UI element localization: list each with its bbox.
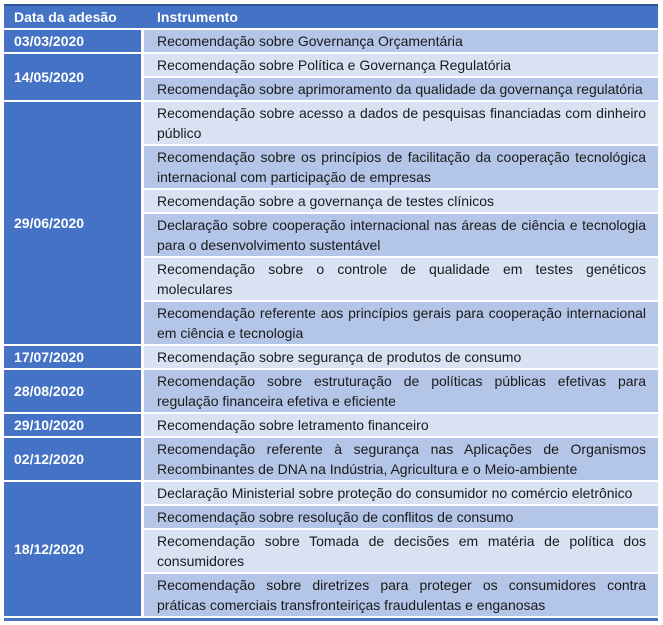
instrument-rows — [144, 438, 658, 480]
instrument-rows — [144, 482, 658, 616]
instrument-row: Declaração Ministerial sobre proteção do consumidor no comércio eletrônico — [144, 482, 658, 504]
date-group — [4, 30, 658, 52]
header-date-column: Data da adesão — [14, 9, 117, 25]
date-cell: 18/12/2020 — [4, 482, 141, 616]
date-cell: 29/10/2020 — [4, 414, 141, 436]
date-group — [4, 438, 658, 480]
instrument-rows — [144, 414, 658, 436]
instrument-row: Recomendação sobre acesso a dados de pesquisas financiadas com dinheiro público — [144, 102, 658, 144]
instrument-row: Recomendação sobre estruturação de políticas públicas efetivas para regulação financeira efetiva e eficiente — [144, 370, 658, 412]
date-group — [4, 102, 658, 344]
date-cell: 03/03/2020 — [4, 30, 141, 52]
table-bottom-border — [4, 618, 658, 621]
date-group — [4, 482, 658, 616]
instrument-rows — [144, 30, 658, 52]
instrument-row: Recomendação sobre a governança de testes clínicos — [144, 190, 658, 212]
instrument-row: Recomendação sobre Política e Governança Regulatória — [144, 54, 658, 76]
date-group — [4, 414, 658, 436]
instrument-row: Recomendação sobre letramento financeiro — [144, 414, 658, 436]
date-group — [4, 346, 658, 368]
table-header-row — [4, 4, 658, 28]
instrument-rows — [144, 370, 658, 412]
instrument-row: Recomendação sobre Tomada de decisões em matéria de política dos consumidores — [144, 530, 658, 572]
instrument-rows — [144, 346, 658, 368]
instrument-row: Recomendação sobre resolução de conflitos de consumo — [144, 506, 658, 528]
table-body — [4, 30, 658, 616]
date-cell: 02/12/2020 — [4, 438, 141, 480]
date-group — [4, 370, 658, 412]
instrument-row: Recomendação referente aos princípios gerais para cooperação internacional em ciência e tecnologia — [144, 302, 658, 344]
instrument-rows — [144, 102, 658, 344]
date-cell: 17/07/2020 — [4, 346, 141, 368]
instrument-row: Recomendação sobre segurança de produtos de consumo — [144, 346, 658, 368]
header-instrument-column: Instrumento — [157, 9, 238, 25]
date-cell: 29/06/2020 — [4, 102, 141, 344]
date-cell: 14/05/2020 — [4, 54, 141, 100]
instrument-row: Recomendação sobre o controle de qualidade em testes genéticos moleculares — [144, 258, 658, 300]
adhesion-table — [4, 4, 658, 621]
instrument-row: Recomendação sobre aprimoramento da qualidade da governança regulatória — [144, 78, 658, 100]
instrument-row: Recomendação referente à segurança nas Aplicações de Organismos Recombinantes de DNA na Indústria, Agricultura e o Meio-ambiente — [144, 438, 658, 480]
instrument-row: Recomendação sobre Governança Orçamentária — [144, 30, 658, 52]
instrument-row: Recomendação sobre os princípios de facilitação da cooperação tecnológica internacional com participação de empresas — [144, 146, 658, 188]
date-group — [4, 54, 658, 100]
instrument-row: Recomendação sobre diretrizes para proteger os consumidores contra práticas comerciais transfronteiriças fraudulentas e enganosas — [144, 574, 658, 616]
date-cell: 28/08/2020 — [4, 370, 141, 412]
instrument-rows — [144, 54, 658, 100]
instrument-row: Declaração sobre cooperação internacional nas áreas de ciência e tecnologia para o desenvolvimento sustentável — [144, 214, 658, 256]
